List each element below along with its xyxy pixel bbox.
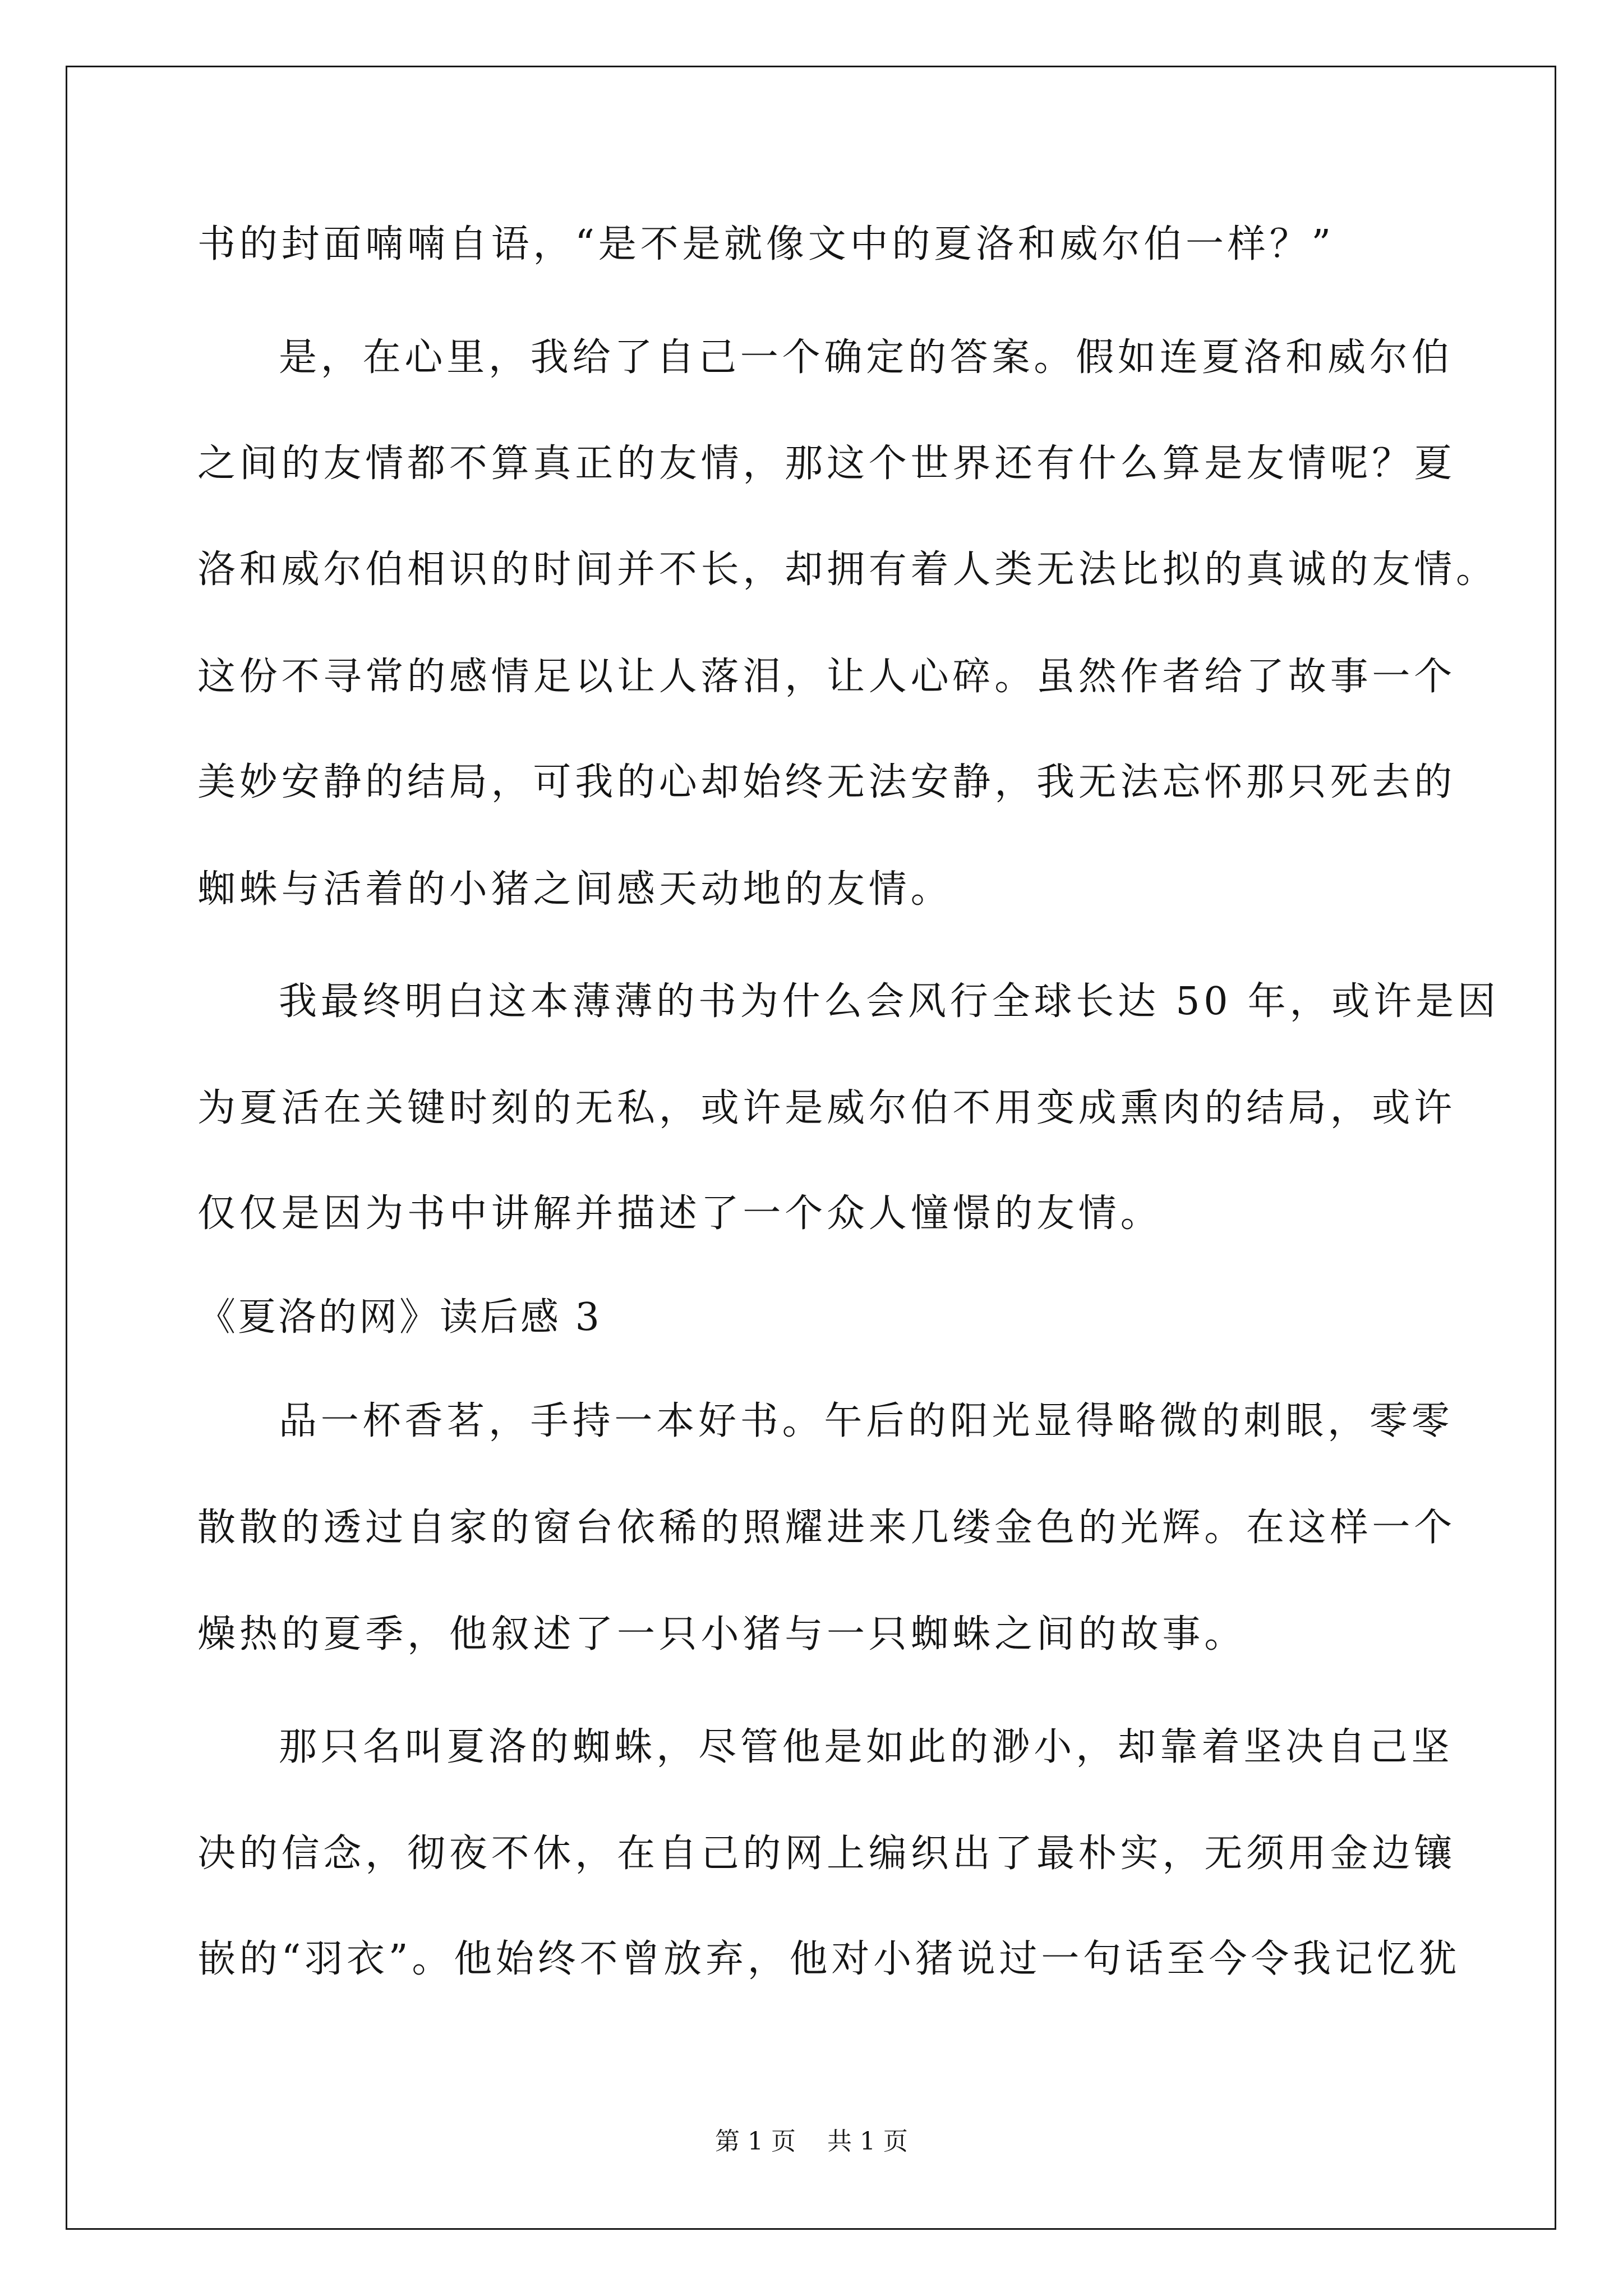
text-line: 洛和威尔伯相识的时间并不长，却拥有着人类无法比拟的真诚的友情。 <box>197 547 1498 592</box>
text-line: 那只名叫夏洛的蜘蛛，尽管他是如此的渺小，却靠着坚决自己坚 <box>279 1725 1454 1769</box>
text-line: 是，在心里，我给了自己一个确定的答案。假如连夏洛和威尔伯 <box>279 335 1454 380</box>
text-line: 燥热的夏季，他叙述了一只小猪与一只蜘蛛之间的故事。 <box>197 1612 1247 1657</box>
page-number-footer: 第 1 页 共 1 页 <box>715 2127 908 2156</box>
text-line: 决的信念，彻夜不休，在自己的网上编织出了最朴实，无须用金边镶 <box>197 1832 1456 1876</box>
text-line: 之间的友情都不算真正的友情，那这个世界还有什么算是友情呢？夏 <box>197 441 1456 486</box>
page-border <box>66 66 1556 2230</box>
text-line: 美妙安静的结局，可我的心却始终无法安静，我无法忘怀那只死去的 <box>197 760 1456 804</box>
section-heading: 《夏洛的网》读后感 3 <box>197 1295 602 1340</box>
text-line: 蜘蛛与活着的小猪之间感天动地的友情。 <box>197 867 953 912</box>
text-line: 品一杯香茗，手持一本好书。午后的阳光显得略微的刺眼，零零 <box>279 1399 1454 1443</box>
text-line: 书的封面喃喃自语，“是不是就像文中的夏洛和威尔伯一样？” <box>197 222 1335 266</box>
text-line: 为夏活在关键时刻的无私，或许是威尔伯不用变成熏肉的结局，或许 <box>197 1086 1456 1130</box>
text-line: 这份不寻常的感情足以让人落泪，让人心碎。虽然作者给了故事一个 <box>197 655 1456 699</box>
text-line: 嵌的“羽衣”。他始终不曾放弃，他对小猪说过一句话至今令我记忆犹 <box>197 1937 1461 1981</box>
text-line: 仅仅是因为书中讲解并描述了一个众人憧憬的友情。 <box>197 1191 1163 1236</box>
text-line: 我最终明白这本薄薄的书为什么会风行全球长达 50 年，或许是因 <box>279 979 1500 1024</box>
text-line: 散散的透过自家的窗台依稀的照耀进来几缕金色的光辉。在这样一个 <box>197 1506 1456 1550</box>
